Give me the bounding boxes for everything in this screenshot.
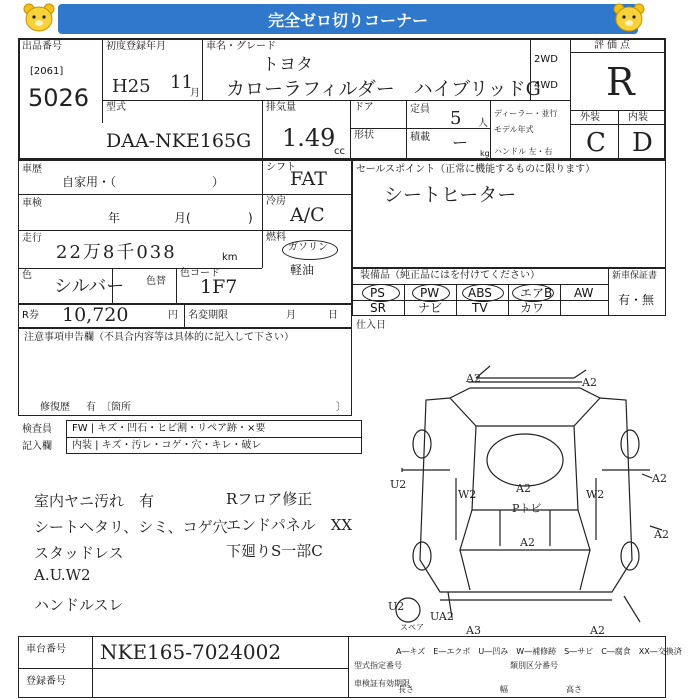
int-grade: D [632,128,653,158]
dealer-label: ディーラー・並行 [494,109,558,118]
note-left-3: スタッドレス [34,544,124,562]
mileage-unit: km [222,252,238,263]
note-right-2: エンドパネル XX [226,516,353,534]
load-label: 積載 [410,132,430,143]
displacement-label: 排気量 [266,102,296,113]
fuel-gas: ガソリン [288,242,328,253]
title-change-month: 月 [286,310,296,321]
class-label: 類別区分番号 [510,661,558,670]
repair-label: 修復歴 [40,402,70,413]
diagram-mark-8: A2 [520,536,535,549]
color-code-value: 1F7 [200,276,238,298]
equip-leather: カワ [520,301,545,315]
history-label: 車歴 [22,164,42,175]
inspection-close: ) [248,211,253,225]
height-label: 高さ [566,685,582,694]
warranty-value: 有・無 [618,293,655,307]
entry-label: 記入欄 [22,441,52,452]
equip-pw: PW [420,286,440,300]
lot-label: 出品番号 [22,41,62,52]
diagram-mark-7: W2 [586,488,605,501]
diagram-mark-6: A2 [516,482,531,495]
color-code-label: 色コード [180,268,220,279]
diagram-mark-9: A2 [654,528,669,541]
equip-tv: TV [472,301,488,315]
sales-point-frame [352,160,666,268]
drive-2wd: 2WD [534,54,558,65]
diagram-mark-12: A3 [466,624,481,637]
shape-label: 形状 [354,130,374,141]
equip-pw-circle [412,284,450,302]
diagram-mark-2: A2 [582,376,597,389]
equip-ps: PS [370,286,385,300]
history-value: 自家用・（ ） [62,175,225,189]
int-label: 内装 [628,112,648,123]
entry-date-label: 仕入日 [356,320,386,331]
length-label: 長さ [398,685,414,694]
sales-point-label: セールスポイント（正常に機能するものに限ります） [356,164,596,175]
mileage-value: 22万8千038 [56,242,177,263]
type-label: 型式 [106,102,126,113]
score-label: 評価点 [594,40,633,51]
width-label: 幅 [500,685,508,694]
chassis-value: NKE165-7024002 [100,640,282,664]
type-designation-label: 型式指定番号 [354,661,402,670]
title-change-label: 名変期限 [188,310,228,321]
first-reg-month: 11 [170,72,193,93]
repair-close: 〕 [336,402,346,413]
notes-label: 注意事項申告欄（不具合内容等は具体的に記入して下さい） [24,332,294,343]
inspection-month: 月( [174,211,191,225]
color-value: シルバー [54,276,125,297]
score-value: R [606,60,635,104]
note-right-1: Rフロア修正 [226,490,313,508]
equip-aw: AW [574,286,594,300]
note-left-5: ハンドルスレ [34,596,124,614]
inspection-year: 年 [108,211,121,225]
recycle-value: 10,720 [62,304,129,326]
capacity-value: 5 [450,108,462,129]
color-change-label: 色替 [146,276,166,287]
diagram-mark-1: A2 [466,372,481,385]
inspector-label: 検査員 [22,424,52,435]
load-value: ー [452,133,469,152]
recycle-unit: 円 [168,310,178,321]
title-change-day: 日 [328,310,338,321]
equip-ps-circle [362,284,400,302]
model-grade: カローラフィルダー ハイブリッドG [226,78,541,100]
fuel-diesel: 軽油 [290,263,315,277]
reg-label: 登録番号 [26,676,66,687]
banner-title: 完全ゼロ切りコーナー [58,4,638,34]
note-left-2: シートヘタリ、シミ、コゲ穴 [34,518,228,536]
inspector-items: FW | キズ・凹石・ヒビ割・リペア跡・×要 [72,423,266,434]
diagram-mark-11: UA2 [430,610,454,623]
maker-name: トヨタ [262,55,313,75]
sales-point-value: シートヒーター [384,184,517,206]
spare-label: スペア [400,623,424,632]
first-reg-label: 初度登録年月 [106,41,166,52]
equipment-label: 装備品（純正品にはを付けてください） [360,270,540,281]
equip-navi: ナビ [418,301,443,315]
shift-value: FAT [290,168,327,190]
chassis-label: 車台番号 [26,644,66,655]
inspection-date-label: 車検 [22,198,42,209]
equip-airbag-circle [512,284,554,302]
car-name-label: 車名・グレード [206,41,276,52]
recycle-label: R券 [22,310,39,321]
new-car-warranty-label: 新車保証書 [612,271,658,281]
repair-value: 有 〔箇所 [86,402,131,413]
equip-abs-circle [462,284,504,302]
capacity-label: 定員 [410,104,430,115]
diagram-mark-10: U2 [388,600,405,613]
legend-text: A―キズ E―エクボ U―凹み W―補修跡 S―サビ C―腐食 XX―交換済 [396,647,682,656]
entry-items: 内装 | キズ・汚レ・コゲ・穴・キレ・破レ [72,440,262,451]
door-label: ドア [354,102,374,113]
drive-4wd: 4WD [534,80,558,91]
mileage-label: 走行 [22,233,42,244]
displacement-value: 1.49 [282,124,336,152]
mascot-bear-icon-left [22,2,56,32]
diagram-mark-5: W2 [458,488,477,501]
fuel-label: 燃料 [266,232,286,243]
equip-sr: SR [370,301,386,315]
color-label: 色 [22,270,32,281]
handle-label: ハンドル 左・右 [494,147,553,156]
ac-value: A/C [290,204,325,226]
diagram-mark-13: A2 [590,624,605,637]
diagram-mark-4: U2 [390,478,407,491]
first-reg-year: H25 [112,76,151,97]
diagram-center-mark: Pトビ [512,502,542,515]
note-left-1: 室内ヤニ汚れ 有 [34,492,155,510]
diagram-mark-3: A2 [652,472,667,485]
ac-label: 冷房 [266,196,286,207]
mascot-bear-icon-right [612,2,646,32]
ext-grade: C [586,128,606,158]
ext-label: 外装 [580,112,600,123]
cert-date-label: 車検証有効期限 [354,679,410,688]
load-unit: kg [480,149,490,158]
displacement-unit: cc [334,146,345,157]
capacity-unit: 人 [478,118,488,129]
note-left-4: A.U.W2 [34,566,91,584]
note-right-3: 下廻りS一部C [226,542,323,560]
first-reg-month-unit: 月 [190,88,200,99]
lot-code: [2061] [30,66,64,77]
shift-label: シフト [266,162,296,173]
equip-abs: ABS [468,286,492,300]
lot-number: 5026 [28,84,90,112]
equip-airbag: エアB [520,286,553,300]
type-value: DAA-NKE165G [106,130,252,152]
model-year-label: モデル年式 [494,125,534,134]
